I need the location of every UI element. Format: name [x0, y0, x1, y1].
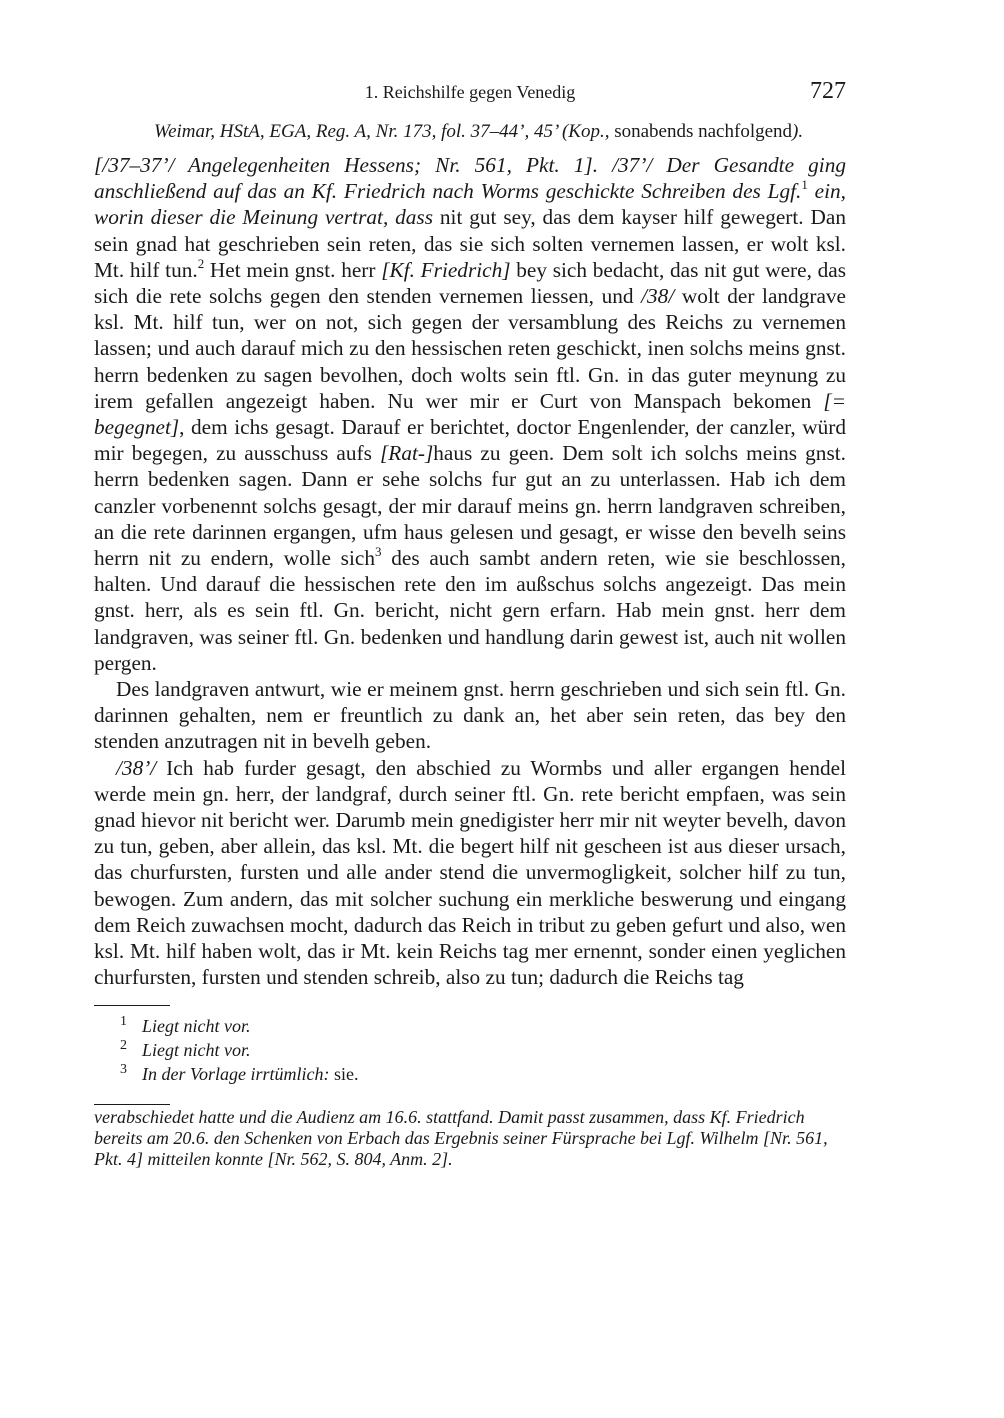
folio-marker: /38/ — [641, 284, 675, 309]
footnote-number: 2 — [120, 1037, 127, 1053]
footnote-number: 3 — [120, 1061, 127, 1077]
footnotes — [94, 1014, 846, 1086]
running-title: 1. Reichshilfe gegen Venedig — [364, 82, 576, 102]
body-text — [94, 152, 846, 991]
page-header — [94, 74, 846, 114]
footnote-text: In der Vorlage irrtümlich: — [142, 1063, 330, 1084]
source-text: Het mein gnst. herr — [204, 257, 382, 282]
footnote-rule — [94, 1005, 170, 1006]
footnote-1 — [94, 1014, 846, 1038]
footnote-number: 1 — [120, 1013, 127, 1029]
carryover-footnote: verabschiedet hatte und die Audienz am 16.6. stattfand. Damit passt zusammen, dass Kf. Friedrich bereits am 20.6. den Schenken von Erbach das Ergebnis seiner Fürsprache bei Lgf. Wilhelm [Nr. 561, Pkt. 4] mitteilen konnte [Nr. 562, S. 804, Anm. 2]. — [94, 1106, 828, 1169]
folio-marker: /38’/ — [116, 755, 157, 780]
source-text: des auch sambt andern reten, wie sie beschlossen, halten. Und darauf die hessischen rete den im außschus solchs angezeigt. Das mein gnst. herr, als es sein ftl. Gn. bericht, nicht gern erfarn. Hab mein gnst. herr dem landgraven, was seiner ftl. Gn. bedenken und handlung darin gewest ist, auch nit wollen pergen. — [94, 546, 846, 675]
document-page — [94, 74, 846, 1170]
footnote-ref-3[interactable]: 3 — [375, 543, 382, 559]
source-roman: sonabends nachfolgend — [609, 121, 793, 142]
source-text: Ich hab furder gesagt, den abschied zu Wormbs und aller ergangen hendel werde mein gn. herr, der landgraf, durch seiner ftl. Gn. rete bericht empfaen, was sein gnad hievor nit bericht wer. Darumb mein gnedigister herr mir nit weyter bevelh, davon zu tun, geben, aber allein, das ksl. Mt. die begert hilf nit gescheen ist aus dieser ursach, das churfursten, fursten und alle ander stend die unvermogligkeit, solcher hilf zu tun, bewogen. Zum andern, das mit solcher suchung ein merkliche beswerung und eingang dem Reich zuwachsen mocht, dadurch das Reich in tribut zu geben gefurt und also, wen ksl. Mt. hilf haben wolt, das ir Mt. kein Reichs tag mer ernennt, sonder einen yeglichen churfursten, fursten und stenden schreib, also zu tun; dadurch die Reichs tag — [94, 755, 846, 990]
footnote-text: Liegt nicht vor. — [142, 1039, 251, 1060]
source-text: haus zu geen. Dem solt ich solchs meins gnst. herrn bedenken sagen. Dann er sehe solchs fur gut an zu unterlassen. Hab ich dem canzler vorbenennt solchs gesagt, der mir darauf meins gn. herrn landgraven schreiben, an die rete darinnen ergangen, ufm haus gelesen und gesagt, er wisse den bevelh seins herrn nit zu endern, wolle sich — [94, 441, 846, 571]
footnote-ref-1[interactable]: 1 — [801, 177, 808, 193]
carryover-rule — [94, 1104, 170, 1105]
source-text: wolt der landgrave ksl. Mt. hilf tun, wer on not, sich gegen der versamblung des Reichs zu vernemen lassen; und auch darauf mich zu den hessischen reten geschickt, inen solchs meins gnst. herrn bedenken zu sagen bevolhen, doch wolts sein ftl. Gn. in das guter meynung zu irem gefallen angezeigt haben. Nu wer mir er Curt von Manspach bekomen — [94, 284, 846, 413]
editorial-text: ein, worin dieser die Meinung vertrat, dass — [94, 179, 846, 230]
footnote-text-roman: sie. — [329, 1063, 359, 1084]
paragraph-1 — [94, 152, 846, 676]
source-end: ). — [792, 121, 804, 142]
footnote-text: Liegt nicht vor. — [142, 1015, 251, 1036]
paragraph-2: Des landgraven antwurt, wie er meinem gnst. herrn geschrieben und sich sein ftl. Gn. darinnen gehalten, nem er freuntlich zu dank an, het aber sein reten, das bey den stenden anzutragen nit in bevelh geben. — [94, 677, 846, 754]
paragraph-3 — [94, 755, 846, 991]
editorial-text: [/37–37’/ Angelegenheiten Hessens; Nr. 561, Pkt. 1]. /37’/ Der Gesandte ging anschließend auf das an Kf. Friedrich nach Worms geschickte Schreiben des Lgf. — [94, 153, 846, 204]
page-number: 727 — [810, 78, 846, 104]
editorial-insert: [Kf. Friedrich] — [381, 257, 511, 282]
editorial-insert: [= begegnet] — [94, 388, 846, 440]
editorial-insert: [Rat-] — [380, 441, 434, 466]
source-italic: Weimar, HStA, EGA, Reg. A, Nr. 173, fol. 37–44’, 45’ (Kop., — [154, 121, 610, 142]
source-text: , dem ichs gesagt. Darauf er berichtet, doctor Engenlender, der canzler, würd mir begegen, zu ausschuss aufs — [94, 415, 846, 466]
footnote-3 — [94, 1062, 846, 1086]
source-reference — [154, 120, 846, 144]
source-text: nit gut sey, das dem kayser hilf gewegert. Dan sein gnad hat geschrieben sein reten, das sie sich solten vernemen lassen, er wolt ksl. Mt. hilf tun. — [94, 205, 846, 282]
source-text: bey sich bedacht, das nit gut were, das sich die rete solchs gegen den stenden vernemen liessen, und — [94, 257, 846, 309]
footnote-2 — [94, 1038, 846, 1062]
footnote-ref-2[interactable]: 2 — [197, 255, 205, 271]
